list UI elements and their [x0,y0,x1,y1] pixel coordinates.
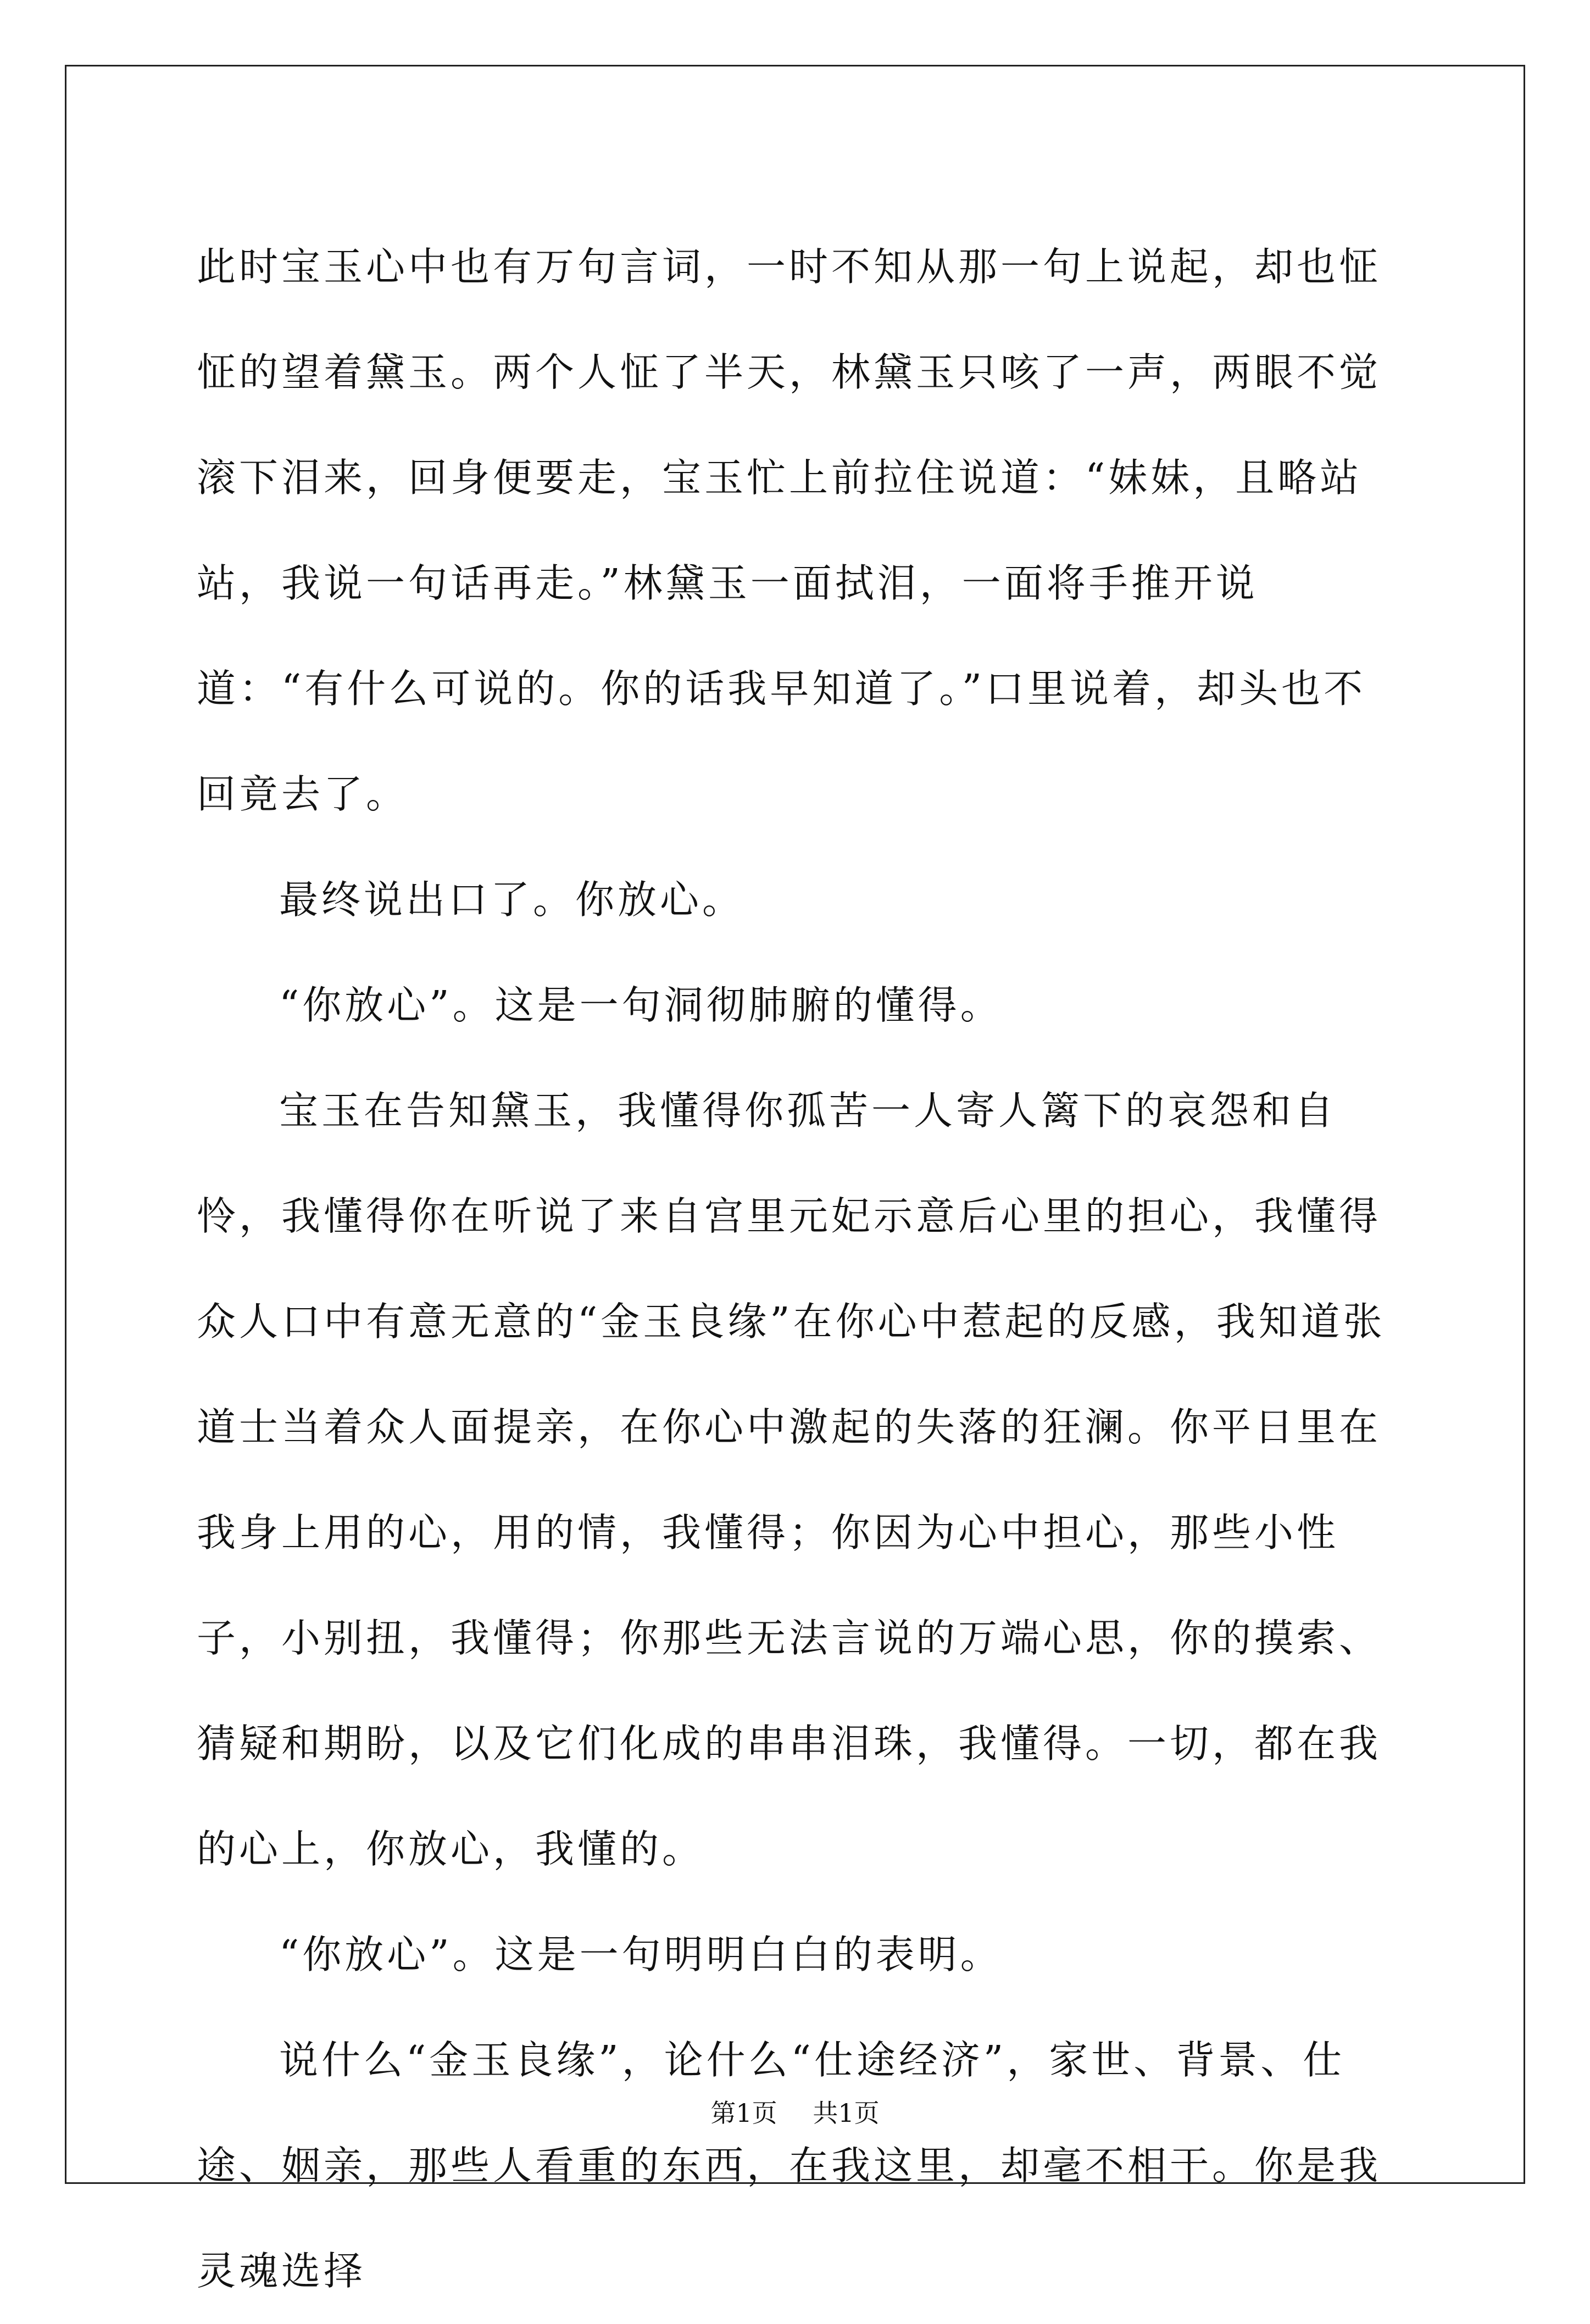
paragraph-3: “你放心”。这是一句洞彻肺腑的懂得。 [279,982,1003,1028]
paragraph-6: 说什么“金玉良缘”，论什么“仕途经济”，家世、背景、仕途、姻亲，那些人看重的东西，在我这里，却毫不相干。你是我灵魂选择 [197,2037,1382,2294]
paragraph-1: 此时宝玉心中也有万句言词，一时不知从那一句上说起，却也怔怔的望着黛玉。两个人怔了半天，林黛玉只咳了一声，两眼不觉滚下泪来，回身便要走，宝玉忙上前拉住说道：“妹妹，且略站站，我说一句话再走。”林黛玉一面拭泪，一面将手推开说道：“有什么可说的。你的话我早知道了。”口里说着，却头也不回竟去了。 [197,244,1382,817]
paragraph-5: “你放心”。这是一句明明白白的表明。 [279,1932,1003,1977]
paragraph-4: 宝玉在告知黛玉，我懂得你孤苦一人寄人篱下的哀怨和自怜，我懂得你在听说了来自宫里元妃示意后心里的担心，我懂得众人口中有意无意的“金玉良缘”在你心中惹起的反感，我知道张道士当着众人面提亲，在你心中激起的失落的狂澜。你平日里在我身上用的心，用的情，我懂得；你因为心中担心，那些小性子，小别扭，我懂得；你那些无法言说的万端心思，你的摸索、猜疑和期盼，以及它们化成的串串泪珠，我懂得。一切，都在我的心上，你放心，我懂的。 [197,1088,1386,1872]
page-total: 共1页 [813,2098,880,2128]
page-number: 第1页 [710,2098,777,2128]
paragraph-2: 最终说出口了。你放心。 [279,877,745,922]
page-footer [0,2093,1590,2130]
document-body [197,214,1400,2324]
